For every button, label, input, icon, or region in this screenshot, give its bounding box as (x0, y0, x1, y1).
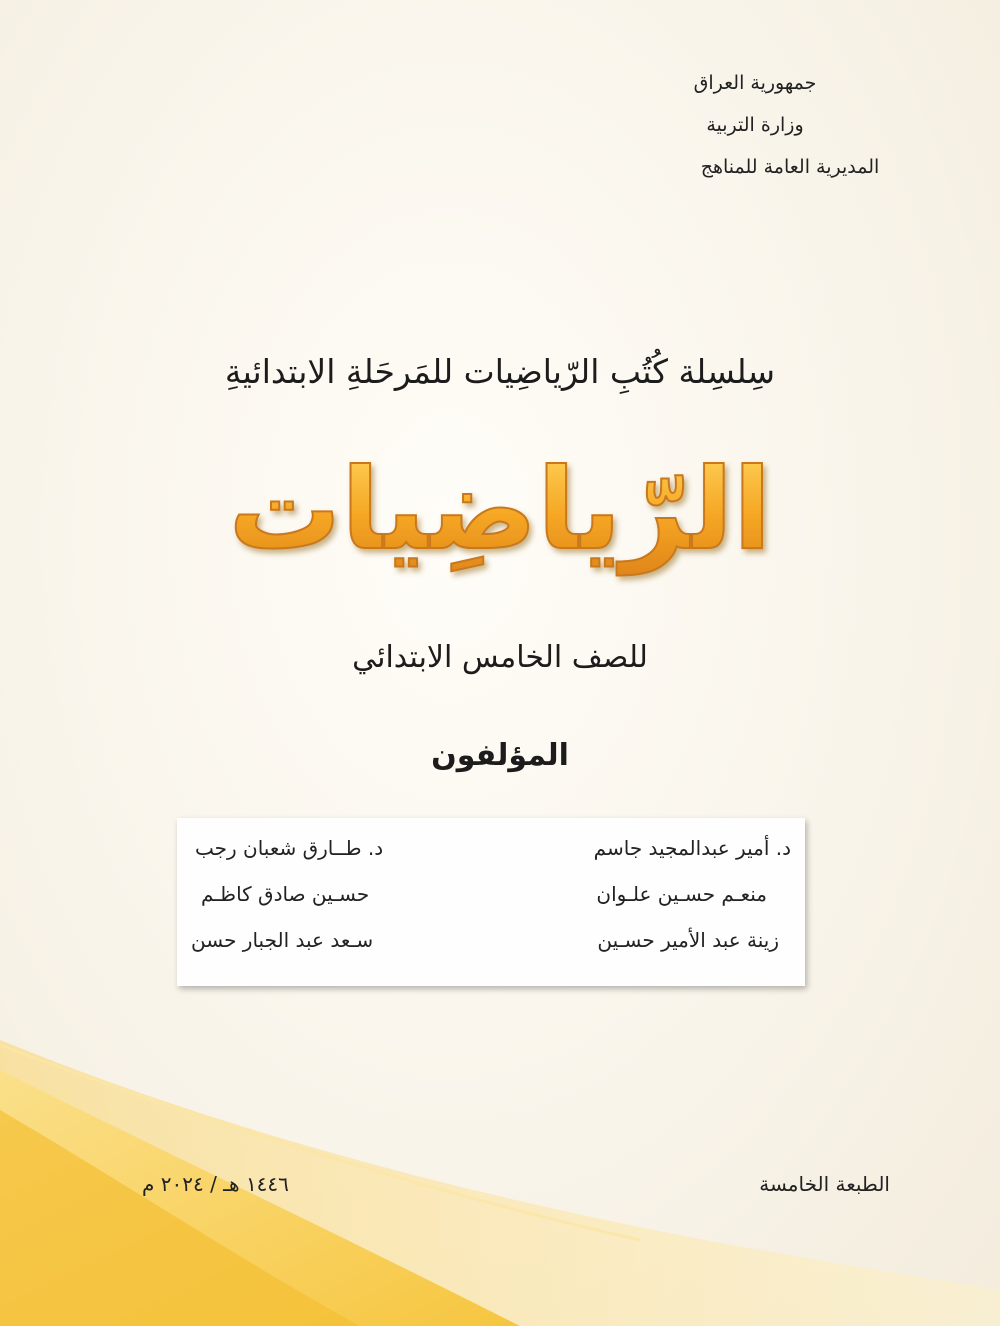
header-country: جمهورية العراق (693, 72, 817, 94)
header-ministry: وزارة التربية (706, 114, 804, 136)
edition-label: الطبعة الخامسة (759, 1172, 890, 1196)
author-left-1: د. طــارق شعبان رجب (195, 836, 384, 860)
authors-box (177, 818, 805, 986)
grade-label: للصف الخامس الابتدائي (352, 640, 648, 675)
ministry-header (600, 62, 980, 188)
main-title (180, 440, 820, 590)
authors-heading: المؤلفون (431, 738, 569, 773)
author-right-2: منعـم حسـين علـوان (596, 882, 767, 906)
author-right-1: د. أمير عبدالمجيد جاسم (593, 836, 791, 860)
publication-date: ١٤٤٦ هـ / ٢٠٢٤ م (142, 1172, 289, 1196)
author-left-3: سـعد عبد الجبار حسن (191, 928, 374, 952)
author-right-3: زينة عبد الأمير حسـين (597, 928, 779, 952)
main-title-text: الرّياضِيات (228, 445, 772, 575)
series-title: سِلسِلة كُتُبِ الرّياضِيات للمَرحَلةِ الابتدائيةِ (224, 352, 776, 391)
author-left-2: حسـين صادق كاظـم (201, 882, 370, 906)
header-directorate: المديرية العامة للمناهج (700, 156, 880, 178)
